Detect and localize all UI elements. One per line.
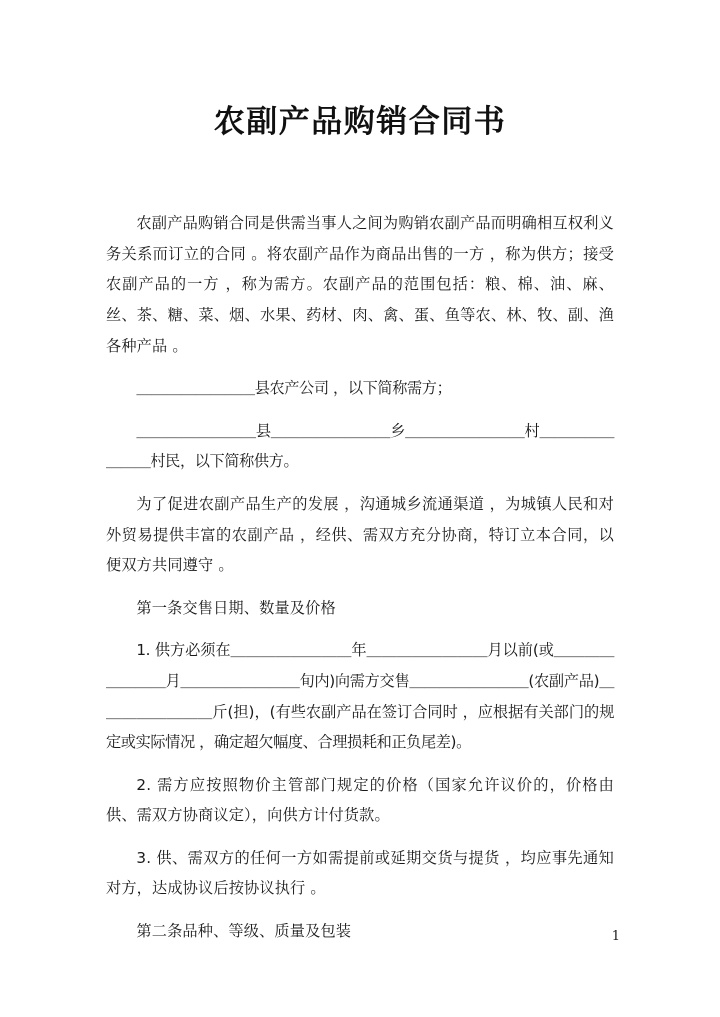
page-title: 农副产品购销合同书 [213, 104, 507, 140]
paragraph-intro: 农副产品购销合同是供需当事人之间为购销农副产品而明确相互权利义务关系而订立的合同 。将农副产品作为商品出售的一方 ，称为供方；接受农副产品的一方 ，称为需方。农副产品的范围包括：粮、棉、油、麻、丝、茶、糖、菜、烟、水果、药材、肉、禽、蛋、鱼等农、林、牧、副、渔各种产品 。 [106, 214, 614, 355]
page-number: 1 [611, 929, 620, 944]
paragraph-buyer-blank: ＿＿＿＿＿＿＿＿县农产公司 ，以下简称需方； [136, 379, 452, 398]
article-1-item-1: 1. 供方必须在＿＿＿＿＿＿＿＿年＿＿＿＿＿＿＿＿月以前(或＿＿＿＿＿＿＿＿月＿＿＿＿＿＿＿＿旬内)向需方交售＿＿＿＿＿＿＿＿(农副产品)＿＿＿＿＿＿＿＿斤(担)，(有些农副产品在签订合同时 ，应根据有关部门的规定或实际情况 ，确定超欠幅度、合理损耗和正负尾差)。 [106, 641, 614, 752]
paragraph-seller-blank: ＿＿＿＿＿＿＿＿县＿＿＿＿＿＿＿＿乡＿＿＿＿＿＿＿＿村＿＿＿＿＿＿＿＿村民，以下简称供方。 [106, 421, 614, 471]
paragraph-purpose: 为了促进农副产品生产的发展 ，沟通城乡流通渠道 ，为城镇人民和对外贸易提供丰富的农副产品 ，经供、需双方充分协商，特订立本合同，以便双方共同遵守 。 [106, 494, 614, 575]
heading-article-2: 第二条品种、等级、质量及包装 [136, 922, 352, 941]
article-1-item-2: 2. 需方应按照物价主管部门规定的价格（国家允许议价的，价格由供、需双方协商议定），向供方计付货款。 [106, 775, 614, 825]
heading-article-1: 第一条交售日期、数量及价格 [136, 598, 336, 617]
article-1-item-3: 3. 供、需双方的任何一方如需提前或延期交货与提货 ，均应事先通知对方，达成协议后按协议执行 。 [106, 848, 614, 898]
document-body [106, 0, 614, 947]
